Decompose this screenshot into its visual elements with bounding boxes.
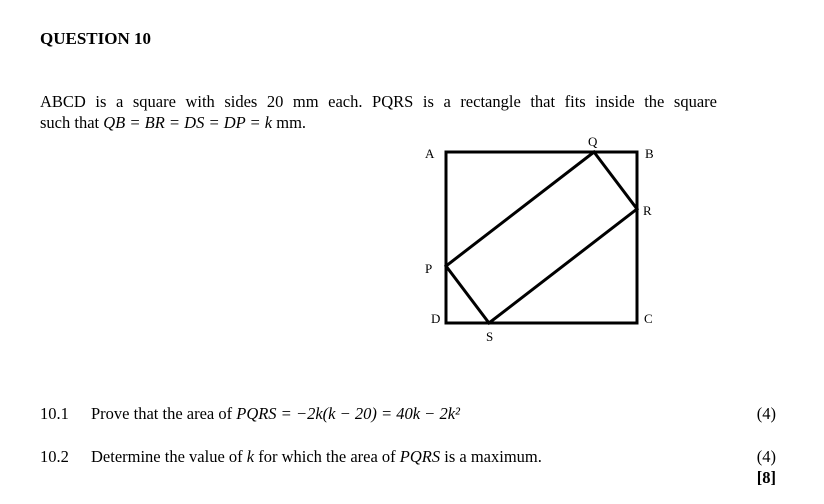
question-heading: QUESTION 10 xyxy=(40,29,151,48)
square-abcd xyxy=(446,152,637,323)
vertex-label-b: B xyxy=(645,146,654,161)
marks-10-1: (4) xyxy=(756,404,776,423)
question-text-prefix: Prove that the area of xyxy=(91,404,237,423)
intro-equation: QB = BR = DS = DP = k xyxy=(103,113,273,132)
vertex-label-q: Q xyxy=(588,134,598,149)
question-text-mid: for which the area of xyxy=(254,447,400,466)
vertex-label-r: R xyxy=(643,203,652,218)
marks-10-2: (4) xyxy=(756,447,776,466)
question-text-suffix: is a maximum. xyxy=(440,447,542,466)
intro-line-2-suffix: mm. xyxy=(272,113,307,132)
question-variable-pqrs: PQRS xyxy=(399,447,441,466)
question-variable-k: k xyxy=(246,447,255,466)
vertex-label-a: A xyxy=(425,146,435,161)
total-marks: [8] xyxy=(756,468,776,487)
vertex-label-s: S xyxy=(486,329,494,344)
vertex-label-p: P xyxy=(425,261,433,276)
question-number: 10.2 xyxy=(40,447,69,466)
question-number: 10.1 xyxy=(40,404,69,423)
vertex-label-c: C xyxy=(644,311,653,326)
question-text-prefix: Determine the value of xyxy=(91,447,247,466)
intro-line-1: ABCD is a square with sides 20 mm each. PQRS is a rectangle that fits inside the square xyxy=(40,92,717,111)
question-10-1 xyxy=(40,404,460,424)
rectangle-pqrs xyxy=(446,152,637,323)
question-equation: PQRS = −2k(k − 20) = 40k − 2k² xyxy=(236,404,460,423)
question-10-2 xyxy=(40,447,542,467)
vertex-label-d: D xyxy=(431,311,441,326)
intro-line-2-prefix: such that xyxy=(40,113,104,132)
